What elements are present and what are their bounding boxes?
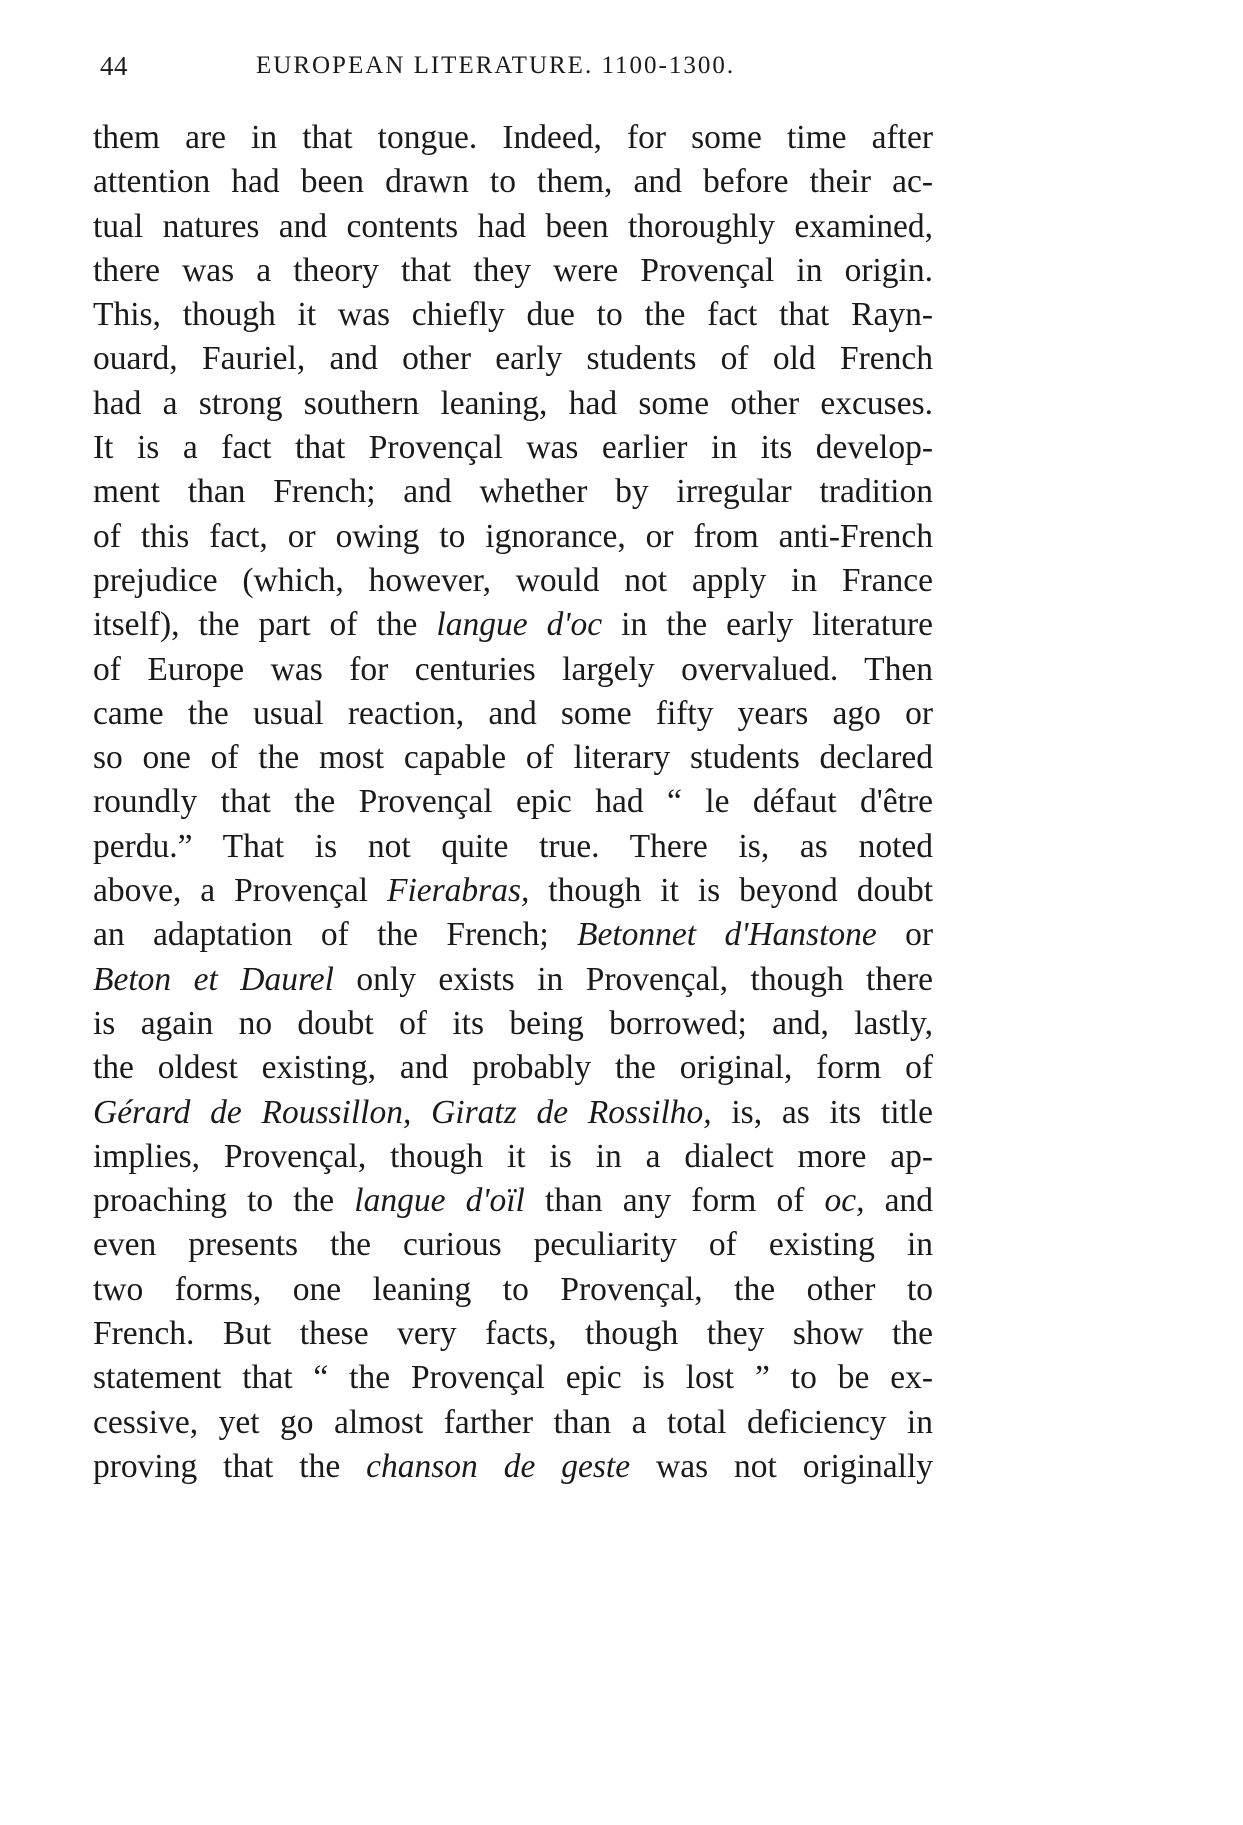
text-segment: This, though it was chiefly due to the fact that Rayn- <box>93 296 933 334</box>
body-text <box>93 116 933 1489</box>
text-line <box>93 515 933 559</box>
text-segment: proaching to the <box>93 1182 355 1220</box>
text-segment: them are in that tongue. Indeed, for some time after <box>93 119 933 156</box>
text-line <box>93 825 933 869</box>
text-segment: attention had been drawn to them, and before their ac- <box>93 163 933 201</box>
text-segment: the oldest existing, and probably the original, form of <box>93 1049 933 1087</box>
text-line <box>93 1002 933 1046</box>
text-line <box>93 780 933 824</box>
text-line <box>93 1312 933 1356</box>
text-line <box>93 1179 933 1223</box>
text-segment: of this fact, or owing to ignorance, or from anti-French <box>93 517 933 555</box>
text-segment: itself), the part of the <box>93 606 437 644</box>
text-segment: tual natures and contents had been thoroughly examined, <box>93 207 933 245</box>
text-line <box>93 559 933 603</box>
text-line <box>93 426 933 470</box>
text-line <box>93 1046 933 1090</box>
text-line <box>93 1268 933 1312</box>
text-segment: ouard, Fauriel, and other early students of old French <box>93 340 933 378</box>
text-segment: of Europe was for centuries largely overvalued. Then <box>93 650 933 688</box>
text-segment: and <box>864 1182 933 1220</box>
text-line <box>93 648 933 692</box>
text-line <box>93 293 933 337</box>
text-segment: though it is beyond doubt <box>529 872 933 910</box>
text-segment: two forms, one leaning to Provençal, the other to <box>93 1270 933 1308</box>
text-segment: ment than French; and whether by irregular tradition <box>93 473 933 511</box>
text-segment: an adaptation of the French; <box>93 916 578 954</box>
text-line <box>93 160 933 204</box>
italic-title: langue d'oïl <box>354 1182 525 1220</box>
text-segment: French. But these very facts, though they show the <box>93 1315 933 1353</box>
text-line <box>93 603 933 647</box>
text-segment: or <box>876 916 934 954</box>
text-segment: was not originally <box>630 1447 934 1485</box>
text-segment: so one of the most capable of literary students declared <box>93 739 933 777</box>
text-line <box>93 913 933 957</box>
italic-title: oc, <box>824 1182 865 1220</box>
text-segment: even presents the curious peculiarity of existing in <box>93 1226 933 1264</box>
italic-title: Fierabras, <box>387 872 530 910</box>
text-segment: in the early literature <box>602 606 933 644</box>
text-line <box>93 1223 933 1267</box>
text-line <box>93 958 933 1002</box>
text-segment: cessive, yet go almost farther than a total deficiency in <box>93 1403 933 1441</box>
text-segment: there was a theory that they were Provençal in origin. <box>93 251 933 289</box>
text-line <box>93 692 933 736</box>
text-segment: than any form of <box>524 1182 825 1220</box>
text-line <box>93 1135 933 1179</box>
text-segment: only exists in Provençal, though there <box>333 960 933 998</box>
text-segment: perdu.” That is not quite true. There is, as noted <box>93 827 933 865</box>
page-number: 44 <box>100 51 128 81</box>
text-segment: proving that the <box>93 1447 367 1485</box>
italic-title: Beton et Daurel <box>93 960 334 998</box>
text-segment: came the usual reaction, and some fifty years ago or <box>93 694 933 732</box>
text-line <box>93 1445 933 1489</box>
italic-title: langue d'oc <box>436 606 603 644</box>
text-line <box>93 869 933 913</box>
italic-title: chanson de geste <box>366 1447 631 1485</box>
text-segment: implies, Provençal, though it is in a dialect more ap- <box>93 1137 933 1175</box>
italic-title: Gérard de Roussillon, Giratz de Rossilho, <box>93 1093 712 1131</box>
text-segment: prejudice (which, however, would not apply in France <box>93 561 933 599</box>
text-segment: roundly that the Provençal epic had “ le défaut d'être <box>93 783 933 821</box>
running-head-title: EUROPEAN LITERATURE. 1100-1300. <box>256 52 736 79</box>
text-line <box>93 1356 933 1400</box>
text-segment: It is a fact that Provençal was earlier in its develop- <box>93 429 933 467</box>
text-line <box>93 116 933 160</box>
text-line <box>93 337 933 381</box>
text-line <box>93 1091 933 1135</box>
text-line <box>93 1401 933 1445</box>
text-line <box>93 249 933 293</box>
text-segment: statement that “ the Provençal epic is lost ” to be ex- <box>93 1359 933 1397</box>
text-line <box>93 736 933 780</box>
text-line <box>93 470 933 514</box>
text-line <box>93 382 933 426</box>
text-segment: above, a Provençal <box>93 872 387 910</box>
text-segment: is again no doubt of its being borrowed; and, lastly, <box>93 1004 933 1042</box>
text-segment: had a strong southern leaning, had some other excuses. <box>93 384 933 422</box>
text-segment: is, as its title <box>711 1093 933 1131</box>
italic-title: Betonnet d'Hanstone <box>577 916 877 954</box>
text-line <box>93 205 933 249</box>
